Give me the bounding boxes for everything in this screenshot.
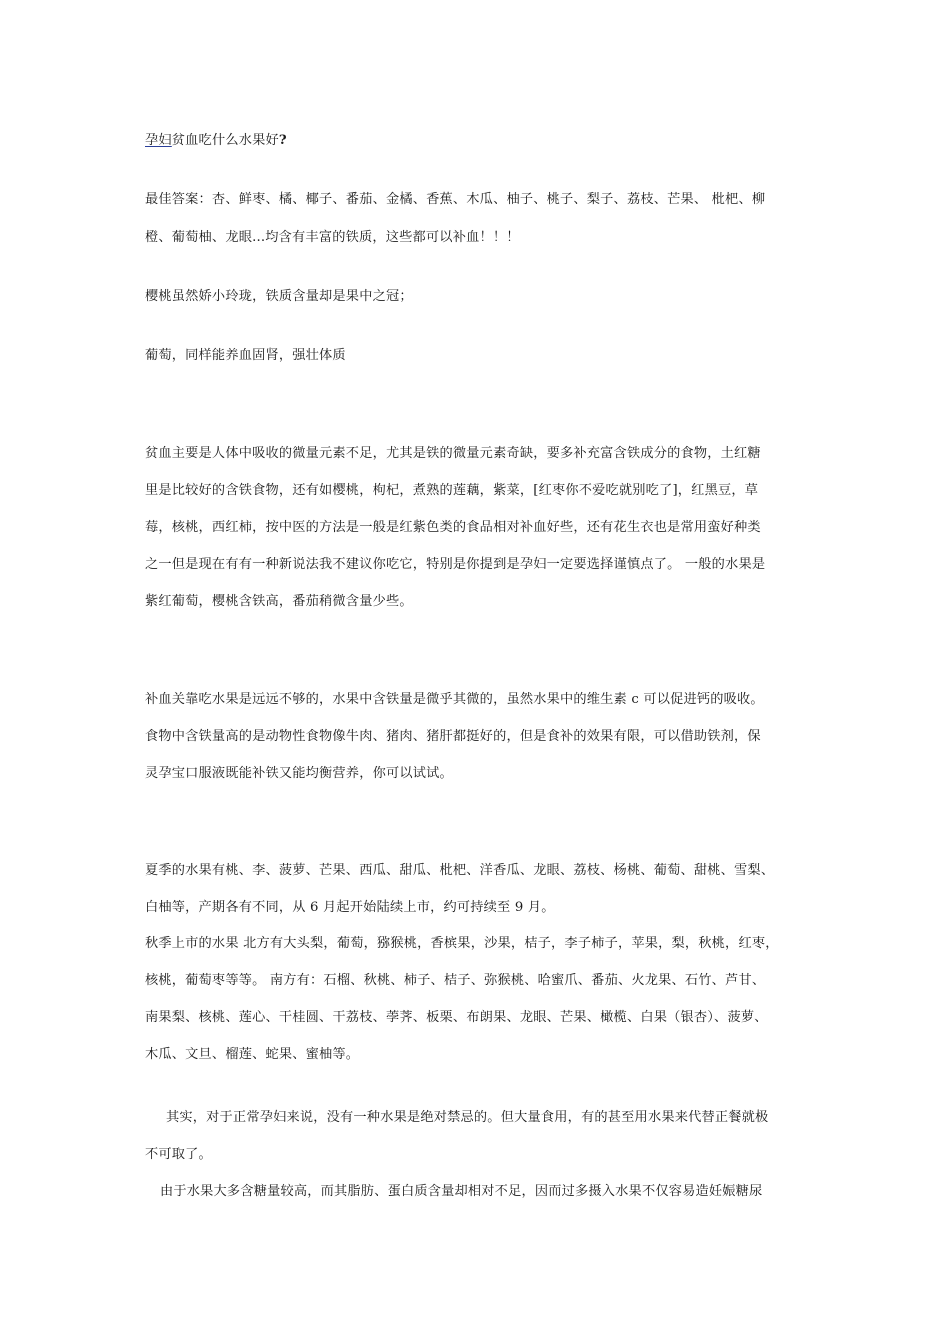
paragraph-line: 橙、葡萄柚、龙眼...均含有丰富的铁质，这些都可以补血！！！	[145, 230, 520, 245]
paragraph-line: 南果梨、核桃、莲心、干桂圆、干荔枝、荸荠、板栗、布朗果、龙眼、芒果、橄榄、白果（银杏）、菠萝、	[145, 1010, 768, 1025]
paragraph-line: 核桃，葡萄枣等等。 南方有：石榴、秋桃、柿子、桔子、弥猴桃、哈蜜爪、番茄、火龙果、石竹、芦甘、	[145, 973, 766, 988]
paragraph-line: 紫红葡萄，樱桃含铁高，番茄稍微含量少些。	[145, 594, 413, 609]
paragraph-line: 樱桃虽然娇小玲珑，铁质含量却是果中之冠；	[145, 289, 413, 304]
paragraph-line: 葡萄，同样能养血固肾，强壮体质	[145, 348, 346, 363]
paragraph-line: 灵孕宝口服液既能补铁又能均衡营养，你可以试试。	[145, 766, 453, 781]
paragraph-line: 贫血主要是人体中吸收的微量元素不足，尤其是铁的微量元素奇缺，要多补充富含铁成分的食物，土红糖	[145, 446, 761, 461]
paragraph-line: 之一但是现在有有一种新说法我不建议你吃它，特别是你提到是孕妇一定要选择谨慎点了。 一般的水果是	[145, 557, 766, 572]
paragraph-line: 白柚等，产期各有不同，从 6 月起开始陆续上市，约可持续至 9 月。	[145, 900, 555, 915]
paragraph-line: 其实，对于正常孕妇来说，没有一种水果是绝对禁忌的。但大量食用，有的甚至用水果来代替正餐就极	[166, 1110, 769, 1125]
title-question-mark: ?	[278, 133, 287, 148]
paragraph-line: 补血关靠吃水果是远远不够的，水果中含铁量是微乎其微的，虽然水果中的维生素 c 可以促进钙的吸收。	[145, 692, 764, 707]
paragraph-line: 里是比较好的含铁食物，还有如樱桃，枸杞，煮熟的莲藕，紫菜，[红枣你不爱吃就别吃了]，红黑豆，草	[145, 483, 759, 498]
title-text: 贫血吃什么水果好	[171, 133, 279, 148]
title-link[interactable]: 孕妇	[145, 133, 172, 148]
paragraph-line: 秋季上市的水果 北方有大头梨，葡萄，猕猴桃，香槟果，沙果，桔子，李子柿子，苹果，梨，秋桃，红枣，	[145, 936, 779, 951]
paragraph-line: 不可取了。	[145, 1147, 212, 1162]
paragraph-line: 夏季的水果有桃、李、菠萝、芒果、西瓜、甜瓜、枇杷、洋香瓜、龙眼、荔枝、杨桃、葡萄、甜桃、雪梨、	[145, 863, 775, 878]
paragraph-line: 食物中含铁量高的是动物性食物像牛肉、猪肉、猪肝都挺好的，但是食补的效果有限，可以借助铁剂，保	[145, 729, 761, 744]
paragraph-line: 木瓜、文旦、榴莲、蛇果、蜜柚等。	[145, 1047, 360, 1062]
page-title	[145, 129, 287, 148]
paragraph-line: 莓，核桃，西红柿，按中医的方法是一般是红紫色类的食品相对补血好些，还有花生衣也是常用蛮好种类	[145, 520, 761, 535]
paragraph-line: 最佳答案：杏、鲜枣、橘、椰子、番茄、金橘、香蕉、木瓜、柚子、桃子、梨子、荔枝、芒果、 枇杷、柳	[145, 192, 766, 207]
paragraph-line: 由于水果大多含糖量较高，而其脂肪、蛋白质含量却相对不足，因而过多摄入水果不仅容易造妊娠糖尿	[160, 1184, 763, 1199]
